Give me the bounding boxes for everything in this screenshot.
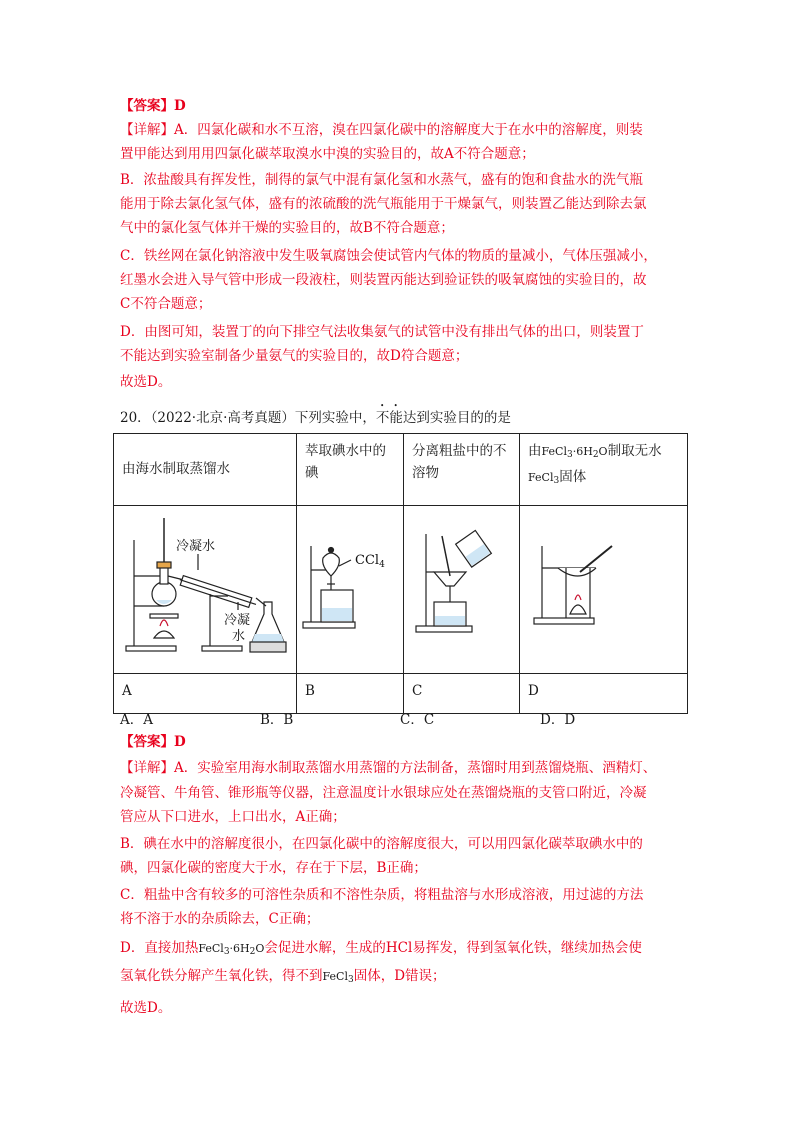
- question-stem-emphasis: 不能: [375, 410, 403, 426]
- figure-c-cell: [404, 506, 520, 674]
- row-label-b: B: [297, 674, 404, 714]
- fecl3-formula-2: FeCl$_3$: [528, 471, 560, 486]
- figure-a-cell: [114, 506, 297, 674]
- answer2-line-2: 冷凝管、牛角管、锥形瓶等仪器，注意温度计水银球应处在蒸馏烧瓶的支管口附近，冷凝: [120, 785, 647, 801]
- answer2-final: 故选D。: [120, 1000, 172, 1016]
- evaporation-apparatus: [520, 506, 688, 666]
- experiment-table: [113, 433, 688, 714]
- answer2-line-3: 管应从下口进水，上口出水，A正确；: [120, 809, 346, 825]
- question-number: 20．: [120, 410, 151, 426]
- answer1-label: 【答案】D: [120, 98, 186, 114]
- label-cold-water-out-2: 水: [232, 629, 246, 644]
- answer2-line-8: D．直接加热$FeCl_3\cdot 6H_2O$会促进水解，生成的HCl易挥发，得到氢氧化铁，继续加热会使: [120, 940, 642, 957]
- fecl3-hydrate-formula: $FeCl_3\cdot 6H_2O$: [198, 942, 265, 957]
- row-label-a: A: [114, 674, 297, 714]
- question-source: （2022·北京·高考真题）: [150, 410, 295, 426]
- answer1-line-1: 【详解】A．四氯化碳和水不互溶，溴在四氯化碳中的溶解度大于在水中的溶解度，则装: [120, 122, 643, 138]
- answer2-line-4: B．碘在水中的溶解度很小，在四氯化碳中的溶解度很大，可以用四氯化碳萃取碘水中的: [120, 836, 643, 852]
- question-stem-after: 达到实验目的的是: [402, 410, 511, 426]
- answer2-line-5: 碘，四氯化碳的密度大于水，存在于下层，B正确；: [120, 860, 427, 876]
- answer2-line-6: C．粗盐中含有较多的可溶性杂质和不溶性杂质，将粗盐溶与水形成溶液，用过滤的方法: [120, 887, 644, 903]
- figure-d-cell: [520, 506, 688, 674]
- answer2-label: 【答案】D: [120, 734, 186, 750]
- fecl3-formula-answer: FeCl$_3$: [322, 970, 354, 985]
- answer1-line-6: C．铁丝网在氯化钠溶液中发生吸氧腐蚀会使试管内气体的物质的量减小，气体压强减小，: [120, 248, 657, 264]
- distillation-apparatus: [114, 506, 297, 666]
- answer1-line-7: 红墨水会进入导气管中形成一段液柱，则装置丙能达到验证铁的吸氧腐蚀的实验目的，故: [120, 272, 647, 288]
- question-stem: [120, 402, 511, 428]
- answer2-line-7: 将不溶于水的杂质除去，C正确；: [120, 911, 320, 927]
- option-b[interactable]: B．B: [260, 712, 294, 728]
- label-cold-water-in: 冷凝水: [176, 539, 216, 554]
- answer1-line-10: 不能达到实验室制备少量氨气的实验目的，故D符合题意；: [120, 348, 469, 364]
- answer1-line-8: C不符合题意；: [120, 296, 212, 312]
- answer1-line-4: 能用于除去氯化氢气体，盛有的浓硫酸的洗气瓶能用于干燥氯气，则装置乙能达到除去氯: [120, 196, 647, 212]
- answer1-line-9: D．由图可知，装置丁的向下排空气法收集氨气的试管中没有排出气体的出口，则装置丁: [120, 324, 644, 340]
- header-d: 由$FeCl_3\cdot 6H_2O$制取无水 FeCl$_3$固体: [520, 434, 688, 506]
- label-cold-water-out-1: 冷凝: [224, 613, 251, 628]
- row-label-c: C: [404, 674, 520, 714]
- label-ccl4: CCl$_4$: [355, 553, 385, 570]
- header-b: 萃取碘水中的碘: [297, 434, 404, 506]
- answer1-line-5: 气中的氯化氢气体并干燥的实验目的，故B不符合题意；: [120, 220, 454, 236]
- header-a: 由海水制取蒸馏水: [114, 434, 297, 506]
- option-d[interactable]: D．D: [540, 712, 576, 728]
- extraction-apparatus: [297, 506, 404, 666]
- filtration-apparatus: [404, 506, 520, 666]
- option-c[interactable]: C．C: [400, 712, 435, 728]
- answer1-line-2: 置甲能达到用用四氯化碳萃取溴水中溴的实验目的，故A不符合题意；: [120, 146, 535, 162]
- header-c: 分离粗盐中的不溶物: [404, 434, 520, 506]
- option-a[interactable]: A．A: [120, 712, 153, 728]
- figure-b-cell: [297, 506, 404, 674]
- answer1-line-11: 故选D。: [120, 374, 172, 390]
- answer2-line-1: 【详解】A．实验室用海水制取蒸馏水用蒸馏的方法制备，蒸馏时用到蒸馏烧瓶、酒精灯、: [120, 760, 657, 776]
- answer1-line-3: B．浓盐酸具有挥发性，制得的氯气中混有氯化氢和水蒸气，盛有的饱和食盐水的洗气瓶: [120, 172, 643, 188]
- question-stem-before: 下列实验中，: [294, 410, 376, 426]
- fecl3-formula: $FeCl_3\cdot 6H_2O$: [541, 445, 608, 460]
- answer2-line-9: 氢氧化铁分解产生氧化铁，得不到FeCl$_3$固体，D错误；: [120, 968, 446, 985]
- row-label-d: D: [520, 674, 688, 714]
